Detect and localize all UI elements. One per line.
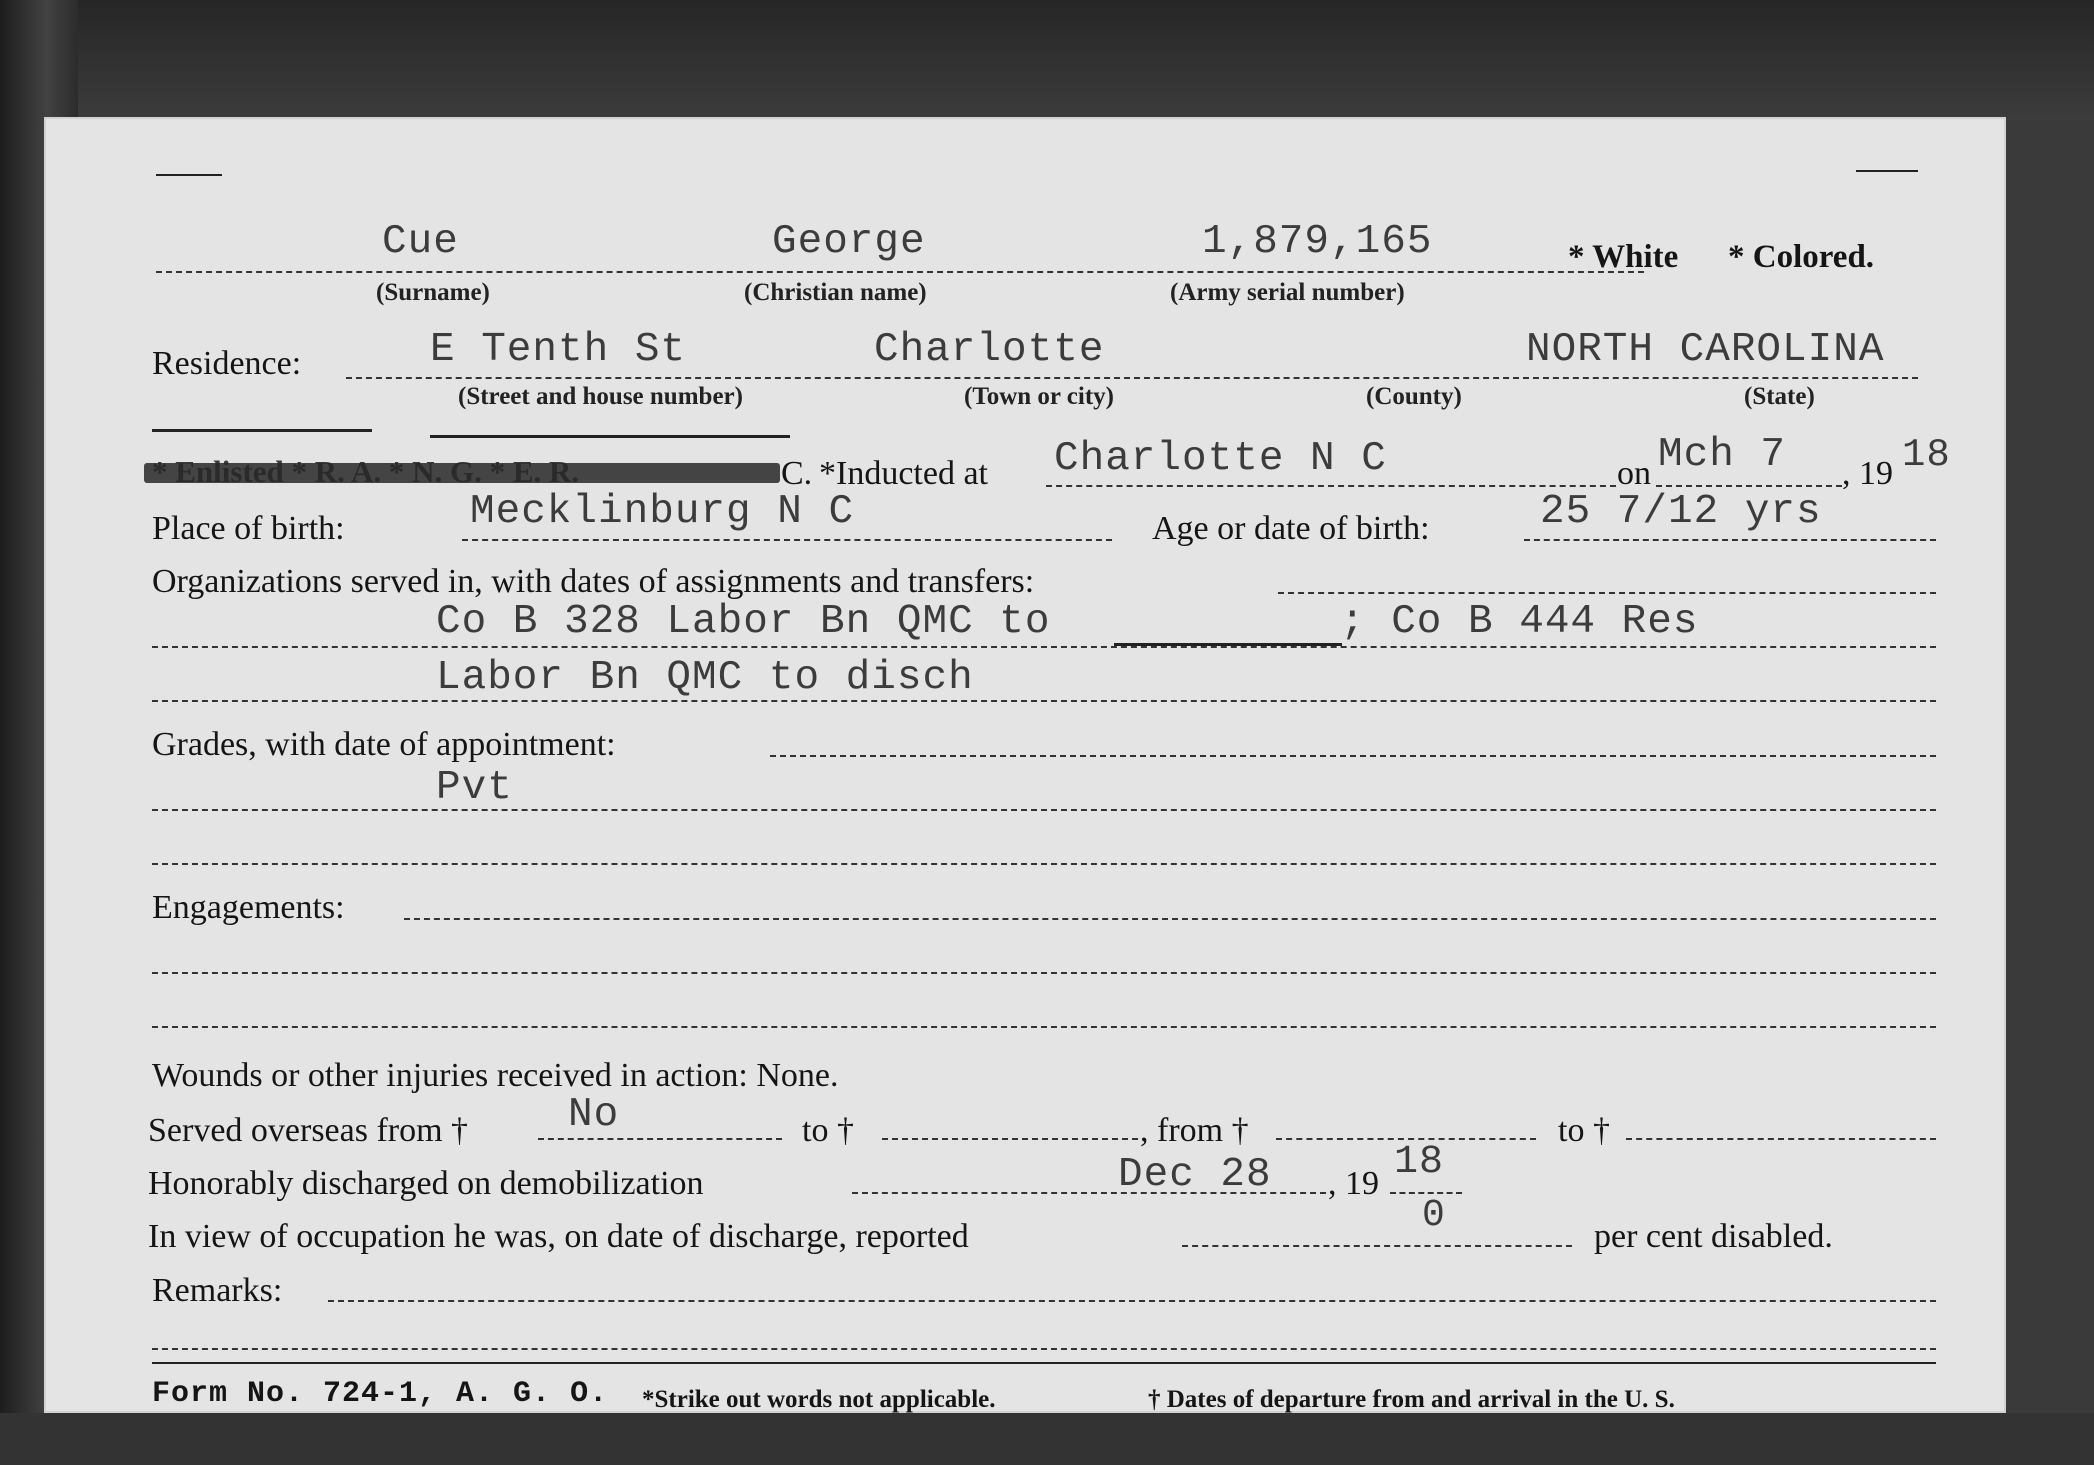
- induction-year-prefix: , 19: [1842, 455, 1893, 492]
- birthplace-value: Mecklinburg N C: [470, 489, 855, 535]
- birthplace-label: Place of birth:: [152, 510, 345, 547]
- christian-name-value: George: [772, 219, 926, 265]
- induction-date-line: [1656, 485, 1842, 487]
- overseas-from-line: [538, 1138, 782, 1140]
- organizations-line-2: [152, 700, 1936, 702]
- strikeout-bar: [144, 463, 780, 483]
- overseas-to-label: to †: [802, 1112, 854, 1149]
- organization-line-1b: ; Co B 444 Res: [1340, 599, 1699, 645]
- bottom-rule: [152, 1362, 1936, 1364]
- grade-value: Pvt: [436, 765, 513, 811]
- disability-line: [1182, 1245, 1572, 1247]
- discharge-year-prefix: , 19: [1328, 1165, 1379, 1202]
- state-caption: (State): [1744, 383, 1815, 410]
- induction-year-suffix: 18: [1902, 433, 1951, 477]
- organization-blank-underline: [1114, 643, 1342, 646]
- form-number: Form No. 724-1, A. G. O.: [152, 1377, 609, 1411]
- discharge-year-suffix: 18: [1394, 1140, 1445, 1185]
- discharge-label: Honorably discharged on demobilization: [148, 1165, 704, 1202]
- surname-caption: (Surname): [376, 279, 490, 306]
- residence-state: NORTH CAROLINA: [1526, 327, 1885, 373]
- organizations-line-1: [152, 646, 1936, 648]
- serial-number-value: 1,879,165: [1202, 219, 1433, 265]
- overseas-from-label: Served overseas from †: [148, 1112, 469, 1149]
- town-caption: (Town or city): [964, 383, 1114, 410]
- engagements-label: Engagements:: [152, 889, 345, 926]
- struck-suffix: C.: [781, 455, 813, 492]
- overseas-to2-line: [1626, 1138, 1936, 1140]
- birthplace-line: [462, 539, 1112, 541]
- disability-value: 0: [1422, 1194, 1446, 1237]
- engagements-line-2: [152, 972, 1936, 974]
- grades-line-1: [152, 809, 1936, 811]
- on-label: on: [1617, 455, 1651, 492]
- strike-mark-upper: [152, 429, 372, 432]
- scan-background-top: [0, 0, 2094, 120]
- remarks-label: Remarks:: [152, 1272, 283, 1309]
- top-right-rule: [1856, 170, 1918, 172]
- age-value: 25 7/12 yrs: [1540, 489, 1822, 535]
- name-line: [156, 271, 1644, 273]
- engagements-line-3: [152, 1026, 1936, 1028]
- overseas-from2-label: , from †: [1140, 1112, 1249, 1149]
- residence-line: [346, 377, 1918, 379]
- scan-background-bottom: [0, 1413, 2094, 1465]
- wounds-text: Wounds or other injuries received in action: None.: [152, 1057, 839, 1094]
- disability-suffix: per cent disabled.: [1594, 1218, 1833, 1255]
- christian-name-caption: (Christian name): [744, 279, 927, 306]
- residence-street: E Tenth St: [430, 327, 687, 373]
- white-option: * White: [1568, 239, 1679, 275]
- organizations-label-line: [1278, 592, 1936, 594]
- age-line: [1524, 539, 1936, 541]
- street-caption: (Street and house number): [458, 383, 743, 410]
- overseas-to2-label: to †: [1558, 1112, 1610, 1149]
- colored-option: * Colored.: [1728, 239, 1875, 275]
- strike-mark-lower: [430, 435, 790, 438]
- dates-note: † Dates of departure from and arrival in the U. S.: [1148, 1386, 1675, 1413]
- serial-number-caption: (Army serial number): [1170, 279, 1405, 306]
- residence-town: Charlotte: [874, 327, 1105, 373]
- organizations-label: Organizations served in, with dates of assignments and transfers:: [152, 563, 1035, 600]
- inducted-place-line: [1046, 485, 1616, 487]
- inducted-label: *Inducted at: [819, 455, 988, 492]
- grades-label: Grades, with date of appointment:: [152, 726, 616, 763]
- inducted-place: Charlotte N C: [1054, 436, 1387, 482]
- disability-label: In view of occupation he was, on date of discharge, reported: [148, 1218, 969, 1255]
- residence-label: Residence:: [152, 345, 302, 382]
- top-left-rule: [156, 174, 222, 176]
- organization-line-2: Labor Bn QMC to disch: [436, 655, 974, 701]
- remarks-line-1: [328, 1300, 1936, 1302]
- age-label: Age or date of birth:: [1152, 510, 1430, 547]
- overseas-to-line: [882, 1138, 1138, 1140]
- strike-out-note: *Strike out words not applicable.: [642, 1386, 996, 1413]
- grades-label-line: [770, 755, 1936, 757]
- grades-line-2: [152, 863, 1936, 865]
- induction-date: Mch 7: [1658, 432, 1787, 478]
- organization-line-1a: Co B 328 Labor Bn QMC to: [436, 599, 1051, 645]
- remarks-line-2: [152, 1348, 1936, 1350]
- discharge-date: Dec 28: [1118, 1152, 1272, 1198]
- overseas-from-value: No: [568, 1092, 620, 1138]
- engagements-line-1: [404, 918, 1936, 920]
- service-record-card: [44, 117, 2006, 1413]
- surname-value: Cue: [382, 219, 459, 265]
- county-caption: (County): [1366, 383, 1462, 410]
